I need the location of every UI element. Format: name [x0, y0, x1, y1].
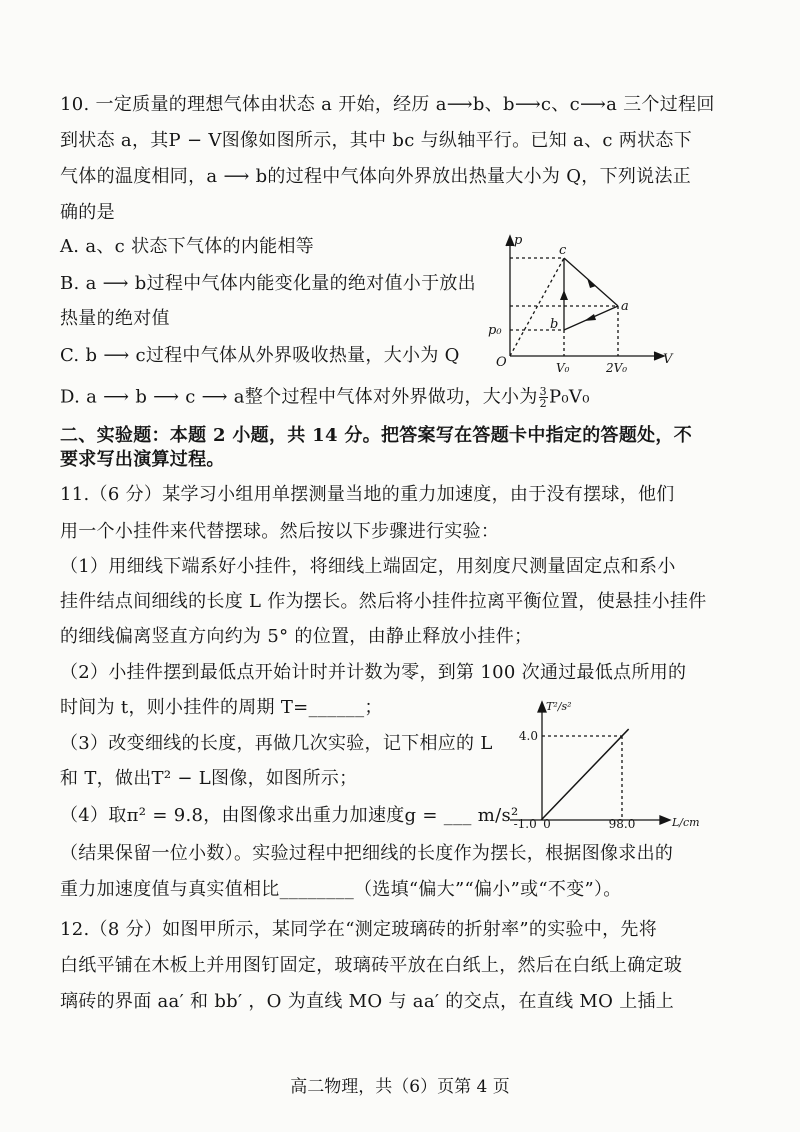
- fraction-denominator: 2: [539, 397, 547, 410]
- pv-label-b: b: [550, 317, 559, 332]
- q10-option-d: [60, 386, 590, 409]
- q11-line-1: 11.（6 分）某学习小组用单摆测量当地的重力加速度，由于没有摆球，他们: [60, 484, 675, 505]
- pv-label-v0: V₀: [556, 361, 570, 375]
- pv-arrow-b-c: [560, 290, 568, 300]
- pv-label-p0: p₀: [488, 323, 502, 338]
- q11-step1-line-1: （1）用细线下端系好小挂件，将细线上端固定，用刻度尺测量固定点和系小: [60, 556, 676, 577]
- q11-step3-line-2: 和 T，做出T² − L图像，如图所示；: [60, 768, 358, 789]
- tl-x-tick-neg1: -1.0: [513, 817, 537, 831]
- q11-step2-line-2: 时间为 t，则小挂件的周期 T=______；: [60, 697, 383, 718]
- q10-option-d-fraction: [539, 386, 548, 409]
- pv-v-axis-arrow: [506, 236, 514, 246]
- q11-step5-line-2: 重力加速度值与真实值相比________（选填“偏大”“偏小”或“不变”）。: [60, 879, 622, 900]
- q12-line-2: 白纸平铺在木板上并用图钉固定，玻璃砖平放在白纸上，然后在白纸上确定玻: [60, 955, 683, 976]
- q11-step1-line-3: 的细线偏离竖直方向约为 5° 的位置，由静止释放小挂件；: [60, 626, 533, 647]
- q11-line-2: 用一个小挂件来代替摆球。然后按以下步骤进行实验：: [60, 521, 500, 542]
- tl-y-axis-arrow: [538, 702, 546, 712]
- q12-line-1: 12.（8 分）如图甲所示，某同学在“测定玻璃砖的折射率”的实验中，先将: [60, 919, 658, 940]
- q10-line-2: 到状态 a，其P − V图像如图所示，其中 bc 与纵轴平行。已知 a、c 两状态下: [60, 130, 692, 151]
- q10-option-a: A. a、c 状态下气体的内能相等: [60, 236, 315, 257]
- q11-step5-line-1: （结果保留一位小数）。实验过程中把细线的长度作为摆长，根据图像求出的: [60, 843, 674, 864]
- t2-l-chart: [490, 696, 720, 836]
- tl-x-tick-98: 98.0: [608, 817, 636, 831]
- pv-label-2v0: 2V₀: [606, 361, 628, 375]
- tl-x-tick-0: 0: [543, 817, 551, 831]
- q10-option-d-text: D. a ⟶ b ⟶ c ⟶ a整个过程中气体对外界做功，大小为: [60, 386, 538, 408]
- pv-label-c: c: [559, 243, 567, 258]
- q10-option-d-tail: P₀V₀: [548, 386, 590, 408]
- section2-heading-1: 二、实验题：本题 2 小题，共 14 分。把答案写在答题卡中指定的答题处，不: [60, 425, 693, 446]
- fraction-numerator: 3: [539, 385, 547, 398]
- pv-label-v: V: [663, 352, 673, 367]
- q10-option-b-2: 热量的绝对值: [60, 308, 170, 329]
- pv-label-a: a: [621, 299, 629, 314]
- tl-x-label: L/cm: [672, 816, 700, 829]
- q10-line-4: 确的是: [60, 202, 115, 223]
- q12-line-3: 璃砖的界面 aa′ 和 bb′ ，O 为直线 MO 与 aa′ 的交点，在直线 MO 上插上: [60, 991, 675, 1012]
- pv-label-o: O: [496, 355, 507, 370]
- page-footer: 高二物理，共（6）页第 4 页: [290, 1077, 510, 1097]
- pv-arrow-a-b: [584, 314, 596, 321]
- q10-line-3: 气体的温度相同，a ⟶ b的过程中气体向外界放出热量大小为 Q，下列说法正: [60, 166, 692, 187]
- q10-option-b-1: B. a ⟶ b过程中气体内能变化量的绝对值小于放出: [60, 273, 476, 294]
- pv-diagram: [470, 230, 680, 380]
- tl-data-line: [541, 729, 628, 820]
- q10-option-c: C. b ⟶ c过程中气体从外界吸收热量，大小为 Q: [60, 345, 460, 366]
- q11-step3-line-1: （3）改变细线的长度，再做几次实验，记下相应的 L: [60, 733, 493, 754]
- q10-line-1: 10. 一定质量的理想气体由状态 a 开始，经历 a⟶b、b⟶c、c⟶a 三个过程回: [60, 94, 715, 115]
- tl-y-label: T²/s²: [546, 700, 572, 713]
- pv-label-p: p: [514, 233, 523, 248]
- pv-line-o-c: [510, 258, 564, 356]
- q11-step1-line-2: 挂件结点间细线的长度 L 作为摆长。然后将小挂件拉离平衡位置，使悬挂小挂件: [60, 591, 707, 612]
- q11-step2-line-1: （2）小挂件摆到最低点开始计时并计数为零，到第 100 次通过最低点所用的: [60, 662, 687, 683]
- pv-arrow-c-a: [587, 278, 596, 288]
- tl-x-axis-arrow: [660, 816, 670, 824]
- section2-heading-2: 要求写出演算过程。: [60, 449, 225, 470]
- q11-step4: （4）取π² = 9.8，由图像求出重力加速度g = ___ m/s²: [60, 805, 519, 826]
- tl-y-tick-4: 4.0: [518, 729, 538, 743]
